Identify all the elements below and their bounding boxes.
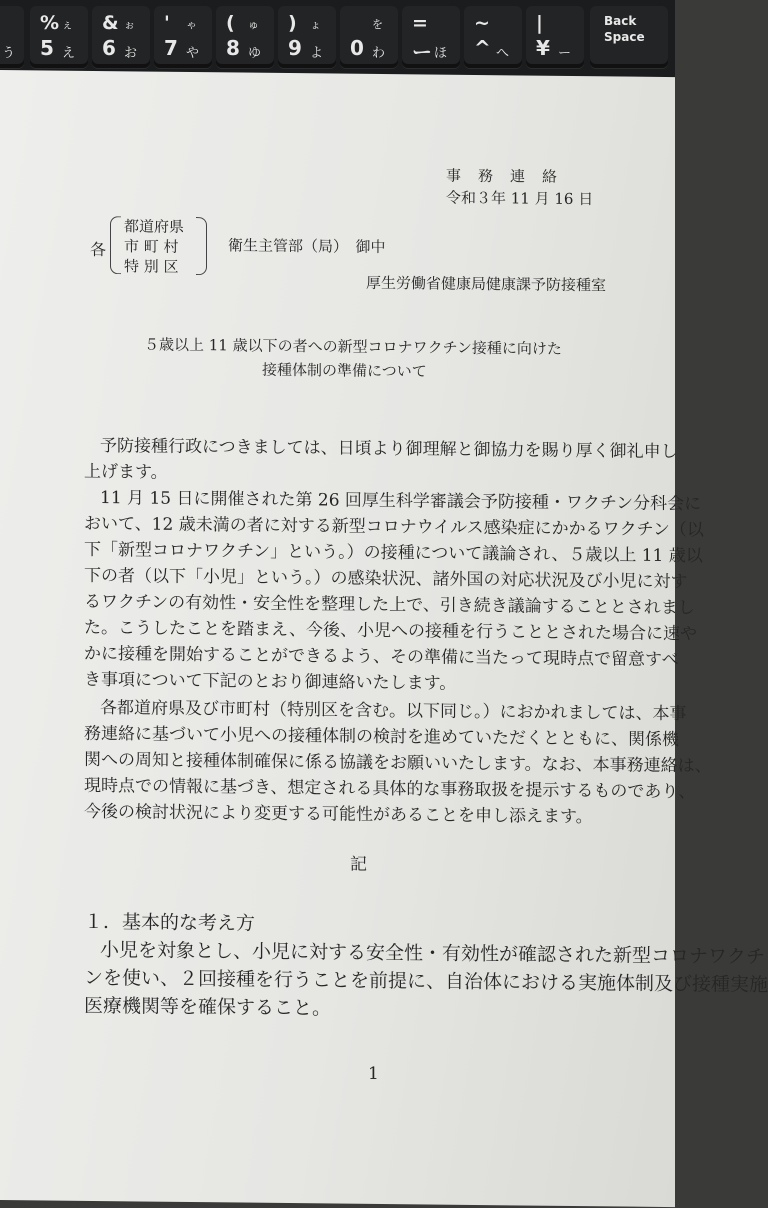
para3-line: 今後の検討状況により変更する可能性があることを申し添えます。 xyxy=(84,801,593,828)
addressee-prefecture: 都道府県 xyxy=(124,217,185,236)
key-digit: 9 xyxy=(288,36,302,60)
keyboard-key-9 xyxy=(278,6,336,68)
key-kana-small: ぇ xyxy=(62,18,73,31)
keyboard-key-7 xyxy=(154,6,212,68)
key-kana: お xyxy=(124,46,138,61)
document-page xyxy=(0,70,768,1207)
key-kana: う xyxy=(2,46,16,61)
ki-marker: 記 xyxy=(350,854,367,875)
para1-line: 予防接種行政につきましては、日頃より御理解と御協力を賜り厚く御礼申し xyxy=(100,436,678,463)
para3-line: 関への周知と接種体制確保に係る協議をお願いいたします。なお、本事務連絡は、 xyxy=(84,749,712,777)
para2-line: るワクチンの有効性・安全性を整理した上で、引き続き議論することとされまし xyxy=(84,591,695,619)
key-symbol: ' xyxy=(164,12,170,34)
key-kana: や xyxy=(186,46,200,61)
key-digit: ^ xyxy=(474,36,491,60)
para2-line: 下「新型コロナワクチン」という。）の接種について議論され、５歳以上 11 歳以 xyxy=(84,539,703,567)
key-symbol: | xyxy=(536,12,543,34)
key-kana: わ xyxy=(372,46,386,61)
addressee-bracket-left xyxy=(110,216,121,274)
section1-heading: １．基本的な考え方 xyxy=(84,910,256,935)
key-symbol: % xyxy=(40,12,60,34)
section1-line: ンを使い、２回接種を行うことを前提に、自治体における実施体制及び接種実施 xyxy=(84,966,768,997)
key-symbol: & xyxy=(102,12,119,34)
addressee-municipality: 市 町 村 xyxy=(124,237,179,256)
key-kana: ゆ xyxy=(248,46,262,61)
key-kana-small: ぉ xyxy=(124,18,135,31)
page-number: 1 xyxy=(368,1063,379,1084)
para2-line: かに接種を開始することができるよう、その準備に当たって現時点で留意すべ xyxy=(84,643,679,671)
key-kana: え xyxy=(62,46,76,61)
section1-line: 医療機関等を確保すること。 xyxy=(84,994,332,1020)
key-kana: ほ xyxy=(434,46,448,61)
keyboard-key-minus xyxy=(402,6,460,68)
key-kana-small: ょ xyxy=(310,18,321,31)
key-symbol: = xyxy=(412,12,428,34)
key-kana: よ xyxy=(310,46,324,61)
para2-line: おいて、12 歳未満の者に対する新型コロナウイルス感染症にかかるワクチン（以 xyxy=(84,513,704,541)
keyboard-key-8 xyxy=(216,6,274,68)
section1-line: 小児を対象とし、小児に対する安全性・有効性が確認された新型コロナワクチ xyxy=(100,939,766,969)
keyboard-key-0 xyxy=(340,6,398,68)
para2-line: 下の者（以下「小児」という。）の感染状況、諸外国の対応状況及び小児に対す xyxy=(84,565,688,593)
keyboard-key-caret xyxy=(464,6,522,68)
keyboard-key-yen xyxy=(526,6,584,68)
keyboard-key-4 xyxy=(0,6,24,68)
para2-line: き事項について下記のとおり御連絡いたします。 xyxy=(84,669,457,694)
key-digit: 7 xyxy=(164,36,178,60)
key-digit: ー xyxy=(412,40,432,64)
para3-line: 現時点での情報に基づき、想定される具体的な事務取扱を提示するものであり、 xyxy=(84,775,696,803)
key-digit: 5 xyxy=(40,36,54,60)
key-kana: ー xyxy=(558,46,572,61)
key-kana-small: を xyxy=(372,18,383,31)
para1-line: 上げます。 xyxy=(84,461,168,483)
key-label: Space xyxy=(604,30,645,44)
title-line-2: 接種体制の準備について xyxy=(262,360,427,381)
key-kana-small: ゅ xyxy=(248,18,259,31)
para3-line: 各都道府県及び市町村（特別区を含む。以下同じ。）におかれましては、本事 xyxy=(100,698,687,725)
sender: 厚生労働省健康局健康課予防接種室 xyxy=(366,273,607,295)
title-line-1: ５歳以上 11 歳以下の者への新型コロナワクチン接種に向けた xyxy=(144,335,562,358)
key-digit: 6 xyxy=(102,36,116,60)
key-symbol: ) xyxy=(288,12,297,34)
addressee-bracket-right xyxy=(196,217,207,275)
key-digit: ¥ xyxy=(536,36,550,60)
key-digit: 8 xyxy=(226,36,240,60)
key-symbol: ~ xyxy=(474,12,490,34)
keyboard-strip xyxy=(0,0,675,82)
key-kana-small: ゃ xyxy=(186,18,197,31)
document-date: 令和３年 11 月 16 日 xyxy=(446,188,594,209)
para3-line: 務連絡に基づいて小児への接種体制の検討を進めていただくとともに、関係機 xyxy=(84,723,679,751)
addressee-special-ward: 特 別 区 xyxy=(124,257,179,276)
key-digit: 0 xyxy=(350,36,364,60)
keyboard-key-6 xyxy=(92,6,150,68)
para2-line: た。こうしたことを踏まえ、今後、小児への接種を行うこととされた場合に速や xyxy=(84,617,698,645)
keyboard-key-backspace xyxy=(590,6,668,68)
key-label: Back xyxy=(604,14,637,28)
para2-line: 11 月 15 日に開催された第 26 回厚生科学審議会予防接種・ワクチン分科会に xyxy=(100,488,702,515)
addressee-prefix: 各 xyxy=(90,239,107,260)
key-kana: へ xyxy=(496,46,510,61)
addressee-department: 衛生主管部（局） 御中 xyxy=(228,236,386,257)
key-symbol: ( xyxy=(226,12,235,34)
keyboard-key-5 xyxy=(30,6,88,68)
notice-type: 事 務 連 絡 xyxy=(446,166,559,186)
